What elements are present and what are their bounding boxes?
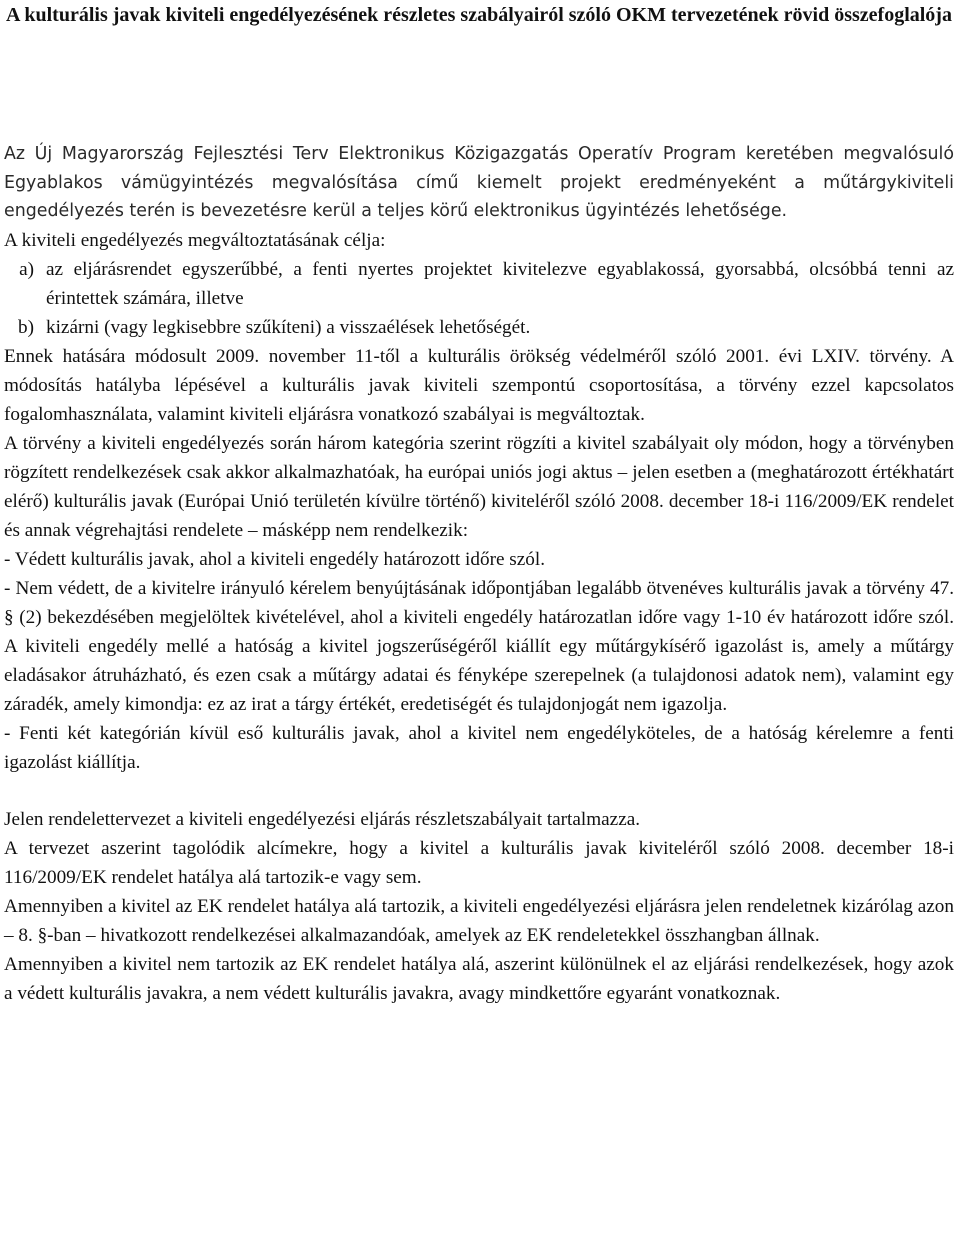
list-marker: a) [19, 258, 34, 280]
closing-paragraph: Jelen rendelettervezet a kiviteli engedélyezési eljárás részletszabályait tartalmazza. [4, 808, 641, 830]
law-paragraph: Ennek hatására módosult 2009. november 11-től a kulturális örökség védelméről szóló 2001. évi LXIV. törvény. A módosítás hatályba lépésével a kulturális javak kiviteli szempontú csoportosítása, a törvény ezzel kapcsolatos fogalomhasználata, valamint kiviteli eljárásra vonatkozó szabályai is megváltoztak. [4, 345, 954, 425]
category-item-unprotected: - Nem védett, de a kivitelre irányuló kérelem benyújtásának időpontjában legalább ötvenéves kulturális javak a törvény 47. § (2) bekezdésében megjelöltek kivételével, ahol a kiviteli engedély határozatlan időre vagy 1-10 év határozott időre szól. A kiviteli engedély mellé a hatóság a kivitel jogszerűségéről kiállít egy műtárgykísérő igazolást is, amely a műtárgy eladásakor átruházható, és ezen csak a műtárgy adatai és fényképe szerepelnek (a tulajdonosi adatok nem), valamint egy záradék, amely kimondja: ez az irat a tárgy értékét, eredetiségét és tulajdonjogát nem igazolja. [4, 577, 954, 715]
closing-paragraph: Amennyiben a kivitel nem tartozik az EK rendelet hatálya alá, aszerint különülnek el az eljárási rendelkezések, hogy azok a védett kulturális javakra, a nem védett kulturális javakra, avagy mindkettőre egyaránt vonatkoznak. [4, 953, 954, 1004]
document-title: A kulturális javak kiviteli engedélyezésének részletes szabályairól szóló OKM tervezetének rövid összefoglalója [6, 4, 952, 26]
list-item [4, 313, 954, 342]
intro-paragraph: Az Új Magyarország Fejlesztési Terv Elektronikus Közigazgatás Operatív Program keretében megvalósuló Egyablakos vámügyintézés megvalósítása című kiemelt projekt eredményeként a műtárgykiviteli engedélyezés terén is bevezetésre kerül a teljes körű elektronikus ügyintézés lehetősége. [4, 144, 954, 221]
goal-list [4, 255, 954, 342]
goal-intro: A kiviteli engedélyezés megváltoztatásának célja: [4, 229, 386, 251]
list-marker: b) [18, 316, 34, 338]
category-item-other: - Fenti két kategórián kívül eső kulturális javak, ahol a kivitel nem engedélyköteles, de a hatóság kérelemre a fenti igazolást kiállítja. [4, 722, 954, 773]
list-item-text: az eljárásrendet egyszerűbbé, a fenti nyertes projektet kivitelezve egyablakossá, gyorsabbá, olcsóbbá tenni az érintettek számára, illetve [46, 258, 954, 309]
list-item-text: kizárni (vagy legkisebbre szűkíteni) a visszaélések lehetőségét. [46, 316, 531, 338]
document-page [4, 0, 954, 1008]
categories-paragraph: A törvény a kiviteli engedélyezés során három kategória szerint rögzíti a kivitel szabályait oly módon, hogy a törvényben rögzített rendelkezések csak akkor alkalmazhatóak, ha európai uniós jogi aktus – jelen esetben a (meghatározott értékhatárt elérő) kulturális javak (Európai Unió területén kívülre történő) kiviteléről szóló 2008. december 18-i 116/2009/EK rendelet és annak végrehajtási rendelete – másképp nem rendelkezik: [4, 432, 954, 541]
category-item-protected: - Védett kulturális javak, ahol a kiviteli engedély határozott időre szól. [4, 548, 545, 570]
list-item [4, 255, 954, 313]
closing-paragraph: Amennyiben a kivitel az EK rendelet hatálya alá tartozik, a kiviteli engedélyezési eljárásra jelen rendeletnek kizárólag azon – 8. §-ban – hivatkozott rendelkezései alkalmazandóak, amelyek az EK rendeletekkel összhangban állnak. [4, 895, 954, 946]
closing-paragraph: A tervezet aszerint tagolódik alcímekre, hogy a kivitel a kulturális javak kiviteléről szóló 2008. december 18-i 116/2009/EK rendelet hatálya alá tartozik-e vagy sem. [4, 837, 954, 888]
paragraph-gap [4, 777, 954, 805]
